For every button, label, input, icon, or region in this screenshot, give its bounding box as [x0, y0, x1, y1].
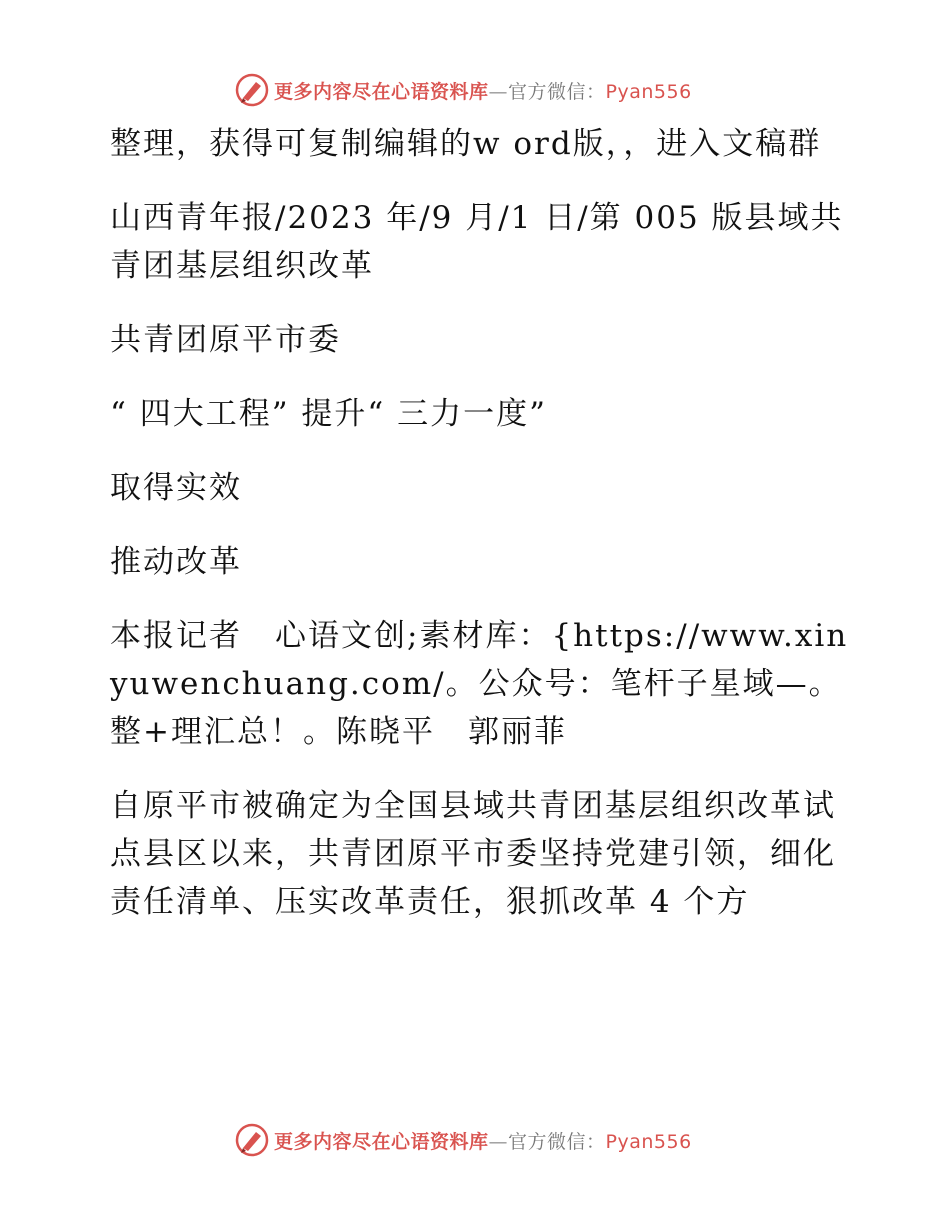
watermark-official: 官方微信： [508, 80, 606, 103]
document-body [96, 120, 856, 926]
paragraph-intro: 整理，获得可复制编辑的w ord版，，进入文稿群 [110, 126, 822, 162]
watermark-handle: Pyan556 [605, 1130, 692, 1153]
pen-logo-icon [234, 1122, 270, 1158]
footer-watermark [0, 1120, 950, 1160]
paragraph-subhead-2: 推动改革 [110, 544, 242, 580]
watermark-text [274, 1127, 692, 1154]
paragraph-body: 自原平市被确定为全国县域共青团基层组织改革试点县区以来，共青团原平市委坚持党建引领，细化责任清单、压实改革责任，狠抓改革 4 个方 [110, 788, 836, 920]
pen-logo-icon [234, 72, 270, 108]
watermark-main: 更多内容尽在心语资料库 [274, 80, 489, 103]
paragraph-subhead-1: 取得实效 [110, 470, 242, 506]
paragraph-org: 共青团原平市委 [110, 322, 341, 358]
watermark-separator: — [488, 80, 509, 103]
watermark-separator: — [488, 1130, 509, 1153]
watermark-handle: Pyan556 [605, 80, 692, 103]
header-watermark [0, 70, 950, 110]
paragraph-byline: 本报记者 心语文创;素材库：{https://www.xinyuwenchuang.com/。公众号：笔杆子星域—。整+理汇总！。陈晓平 郭丽菲 [110, 618, 849, 750]
paragraph-source: 山西青年报/2023 年/9 月/1 日/第 005 版县域共青团基层组织改革 [110, 200, 844, 284]
watermark-main: 更多内容尽在心语资料库 [274, 1130, 489, 1153]
paragraph-headline: “ 四大工程” 提升“ 三力一度” [110, 396, 547, 432]
watermark-text [274, 77, 692, 104]
watermark-official: 官方微信： [508, 1130, 606, 1153]
